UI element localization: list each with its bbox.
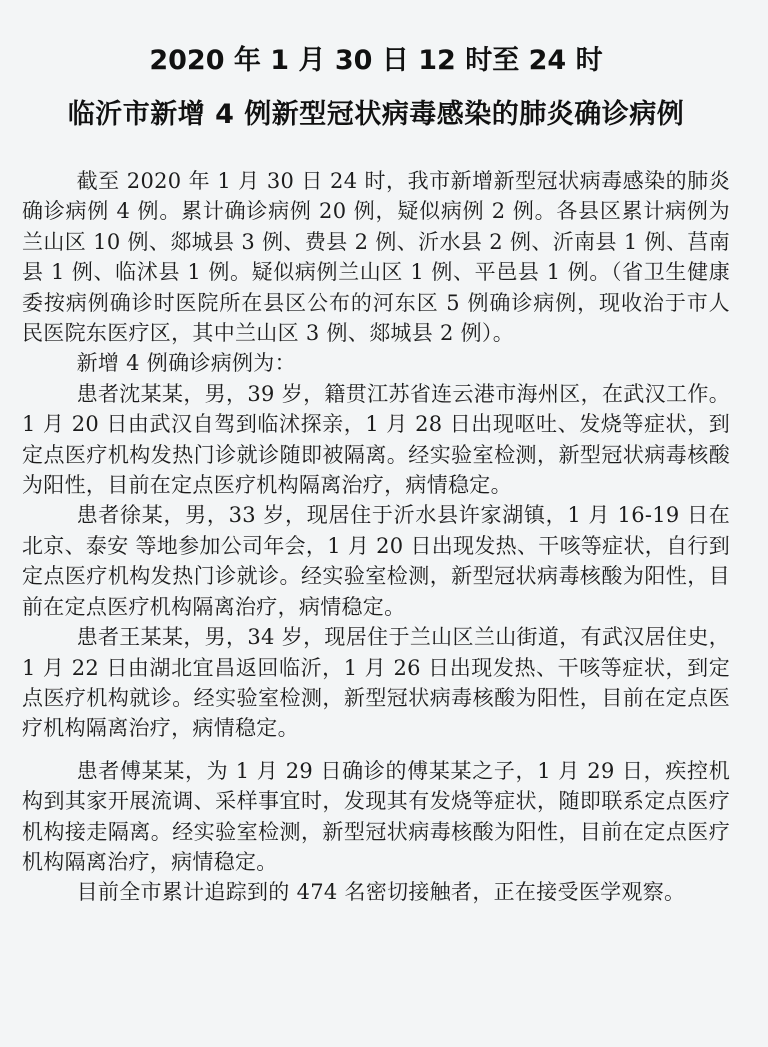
paragraph-case-3: 患者王某某，男，34 岁，现居住于兰山区兰山街道，有武汉居住史，1 月 22 日由湖北宜昌返回临沂，1 月 26 日出现发热、干咳等症状，到定点医疗机构就诊。经实验室检测，新型冠状病毒核酸为阳性，目前在定点医疗机构隔离治疗，病情稳定。	[22, 625, 730, 741]
paragraph-intro: 新增 4 例确诊病例为：	[76, 351, 296, 376]
paragraph-summary: 截至 2020 年 1 月 30 日 24 时，我市新增新型冠状病毒感染的肺炎确诊病例 4 例。累计确诊病例 20 例，疑似病例 2 例。各县区累计病例为兰山区 10 例、郯城县 3 例、费县 2 例、沂水县 2 例、沂南县 1 例、莒南县 1 例、临沭县 1 例。疑似病例兰山区 1 例、平邑县 1 例。（省卫生健康委按病例确诊时医院所在县区公布的河东区 5 例确诊病例，现收治于市人民医院东医疗区，其中兰山区 3 例、郯城县 2 例）。	[22, 169, 730, 346]
paragraph-case-2: 患者徐某，男，33 岁，现居住于沂水县许家湖镇，1 月 16-19 日在北京、泰安 等地参加公司年会，1 月 20 日出现发热、干咳等症状，自行到定点医疗机构发热门诊就诊。经实验室检测，新型冠状病毒核酸为阳性，目前在定点医疗机构隔离治疗，病情稳定。	[22, 503, 730, 619]
paragraph-case-4: 患者傅某某，为 1 月 29 日确诊的傅某某之子，1 月 29 日，疾控机构到其家开展流调、采样事宜时，发现其有发烧等症状，随即联系定点医疗机构接走隔离。经实验室检测，新型冠状病毒核酸为阳性，目前在定点医疗机构隔离治疗，病情稳定。	[22, 758, 730, 874]
paragraph-contacts: 目前全市累计追踪到的 474 名密切接触者，正在接受医学观察。	[76, 880, 686, 905]
document-body	[22, 166, 730, 908]
paragraph-case-1: 患者沈某某，男，39 岁，籍贯江苏省连云港市海州区，在武汉工作。1 月 20 日由武汉自驾到临沭探亲，1 月 28 日出现呕吐、发烧等症状，到定点医疗机构发热门诊就诊随即被隔离。经实验室检测，新型冠状病毒核酸为阳性，目前在定点医疗机构隔离治疗，病情稳定。	[22, 381, 730, 498]
document-title	[22, 38, 730, 138]
title-date-range: 2020 年 1 月 30 日 12 时至 24 时	[149, 45, 603, 76]
title-headline: 临沂市新增 4 例新型冠状病毒感染的肺炎确诊病例	[67, 99, 685, 130]
